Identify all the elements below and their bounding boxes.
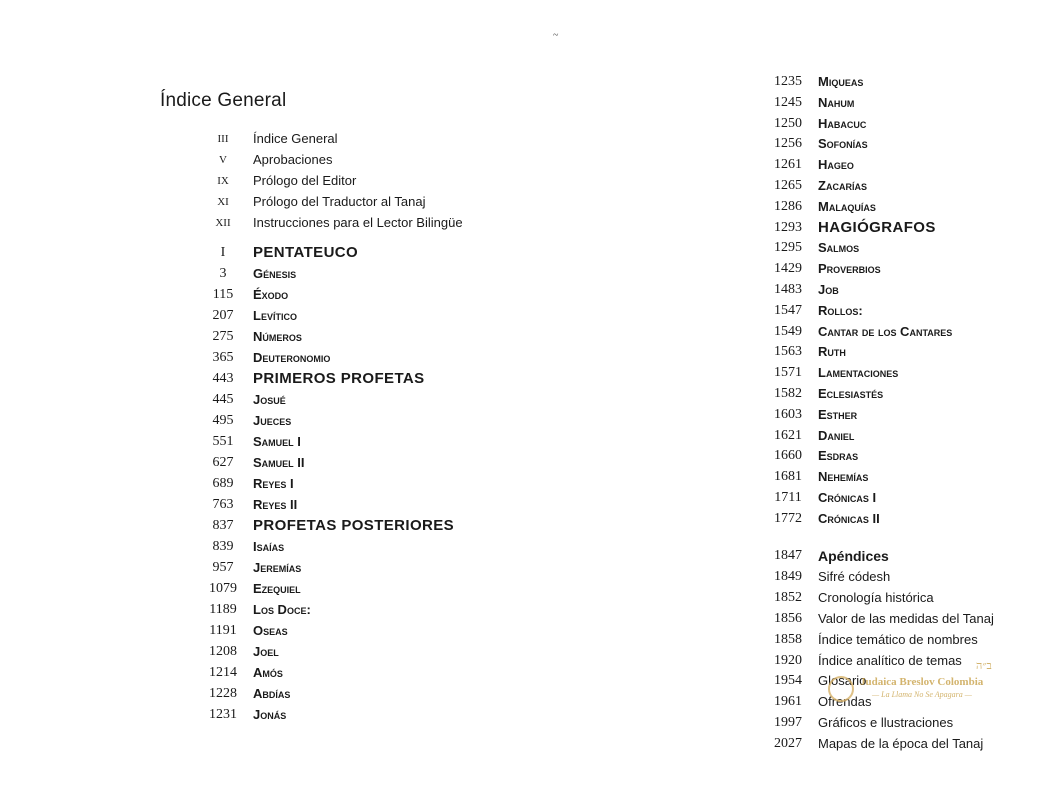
page-number: 443 bbox=[212, 371, 234, 386]
spanish-book-name: Ezequiel bbox=[253, 581, 301, 596]
page-number: 1571 bbox=[774, 365, 802, 381]
entry-title: Prólogo del Editor bbox=[253, 173, 357, 188]
spanish-book-name: Hageo bbox=[818, 157, 854, 173]
page-number: 1961 bbox=[774, 694, 802, 710]
spanish-book-name: Reyes I bbox=[253, 476, 294, 491]
page-number: 2027 bbox=[774, 736, 802, 752]
entry-title: Índice General bbox=[253, 131, 338, 146]
entry-title: Índice analítico de temas bbox=[818, 652, 962, 668]
page-number: 1681 bbox=[774, 469, 802, 485]
spanish-book-name: HAGIÓGRAFOS bbox=[818, 218, 936, 236]
entry-title: Sifré códesh bbox=[818, 568, 891, 584]
page-number: 1997 bbox=[774, 715, 802, 731]
spanish-book-name: Zacarías bbox=[818, 178, 867, 193]
page-number: 1856 bbox=[774, 610, 802, 626]
spanish-book-name: Isaías bbox=[253, 539, 285, 554]
page-number: 1852 bbox=[774, 589, 802, 605]
spanish-book-name: Jueces bbox=[253, 413, 292, 428]
watermark-hebrew: ב״ה bbox=[976, 660, 992, 672]
watermark-emblem-icon bbox=[828, 676, 854, 702]
page-number: 1920 bbox=[774, 652, 802, 668]
entry-title: Instrucciones para el Lector Bilingüe bbox=[253, 215, 463, 230]
page-number: 1235 bbox=[774, 74, 802, 89]
page-number: 1265 bbox=[774, 178, 802, 193]
page-number: 1245 bbox=[774, 94, 802, 110]
spanish-book-name: Malaquías bbox=[818, 198, 876, 214]
page-number: 1954 bbox=[774, 673, 802, 689]
page-number: 1603 bbox=[774, 406, 802, 422]
page-number: 689 bbox=[212, 476, 234, 491]
spanish-book-name: Salmos bbox=[818, 240, 860, 256]
page-number: 1660 bbox=[774, 448, 802, 464]
watermark-name: Judaica Breslov Colombia bbox=[860, 676, 984, 688]
spanish-book-name: Joel bbox=[253, 644, 279, 659]
spanish-book-name: Ruth bbox=[818, 344, 846, 360]
spanish-book-name: Crónicas II bbox=[818, 510, 880, 526]
entry-title: Índice temático de nombres bbox=[818, 631, 978, 647]
spanish-book-name: Cantar de los Cantares bbox=[818, 323, 953, 339]
page-number: 839 bbox=[212, 539, 234, 554]
spanish-book-name: Génesis bbox=[253, 266, 297, 281]
spanish-book-name: Jeremías bbox=[253, 560, 302, 575]
entry-title: Aprobaciones bbox=[253, 152, 333, 167]
page-number: 1429 bbox=[774, 261, 802, 277]
spanish-book-name: PENTATEUCO bbox=[253, 244, 359, 261]
watermark-tagline: — La Llama No Se Apagara — bbox=[872, 690, 972, 699]
entry-title: Glosario bbox=[818, 673, 867, 689]
entry-title: Ofrendas bbox=[818, 694, 872, 710]
page-number: 763 bbox=[212, 497, 234, 512]
spanish-book-name: PRIMEROS PROFETAS bbox=[253, 370, 425, 387]
spanish-book-name: Los Doce: bbox=[253, 602, 311, 617]
spanish-book-name: Job bbox=[818, 282, 839, 297]
page-number: I bbox=[220, 245, 226, 260]
spanish-book-name: Proverbios bbox=[818, 261, 881, 277]
spanish-book-name: Números bbox=[253, 329, 302, 344]
spanish-book-name: Samuel I bbox=[253, 434, 301, 449]
spanish-book-name: Lamentaciones bbox=[818, 365, 899, 381]
spanish-book-name: Levítico bbox=[253, 308, 297, 323]
page-number: 445 bbox=[212, 392, 234, 407]
page-number: 1772 bbox=[774, 510, 802, 526]
page-number: 1547 bbox=[774, 302, 802, 318]
page-number: XII bbox=[215, 217, 231, 229]
page-number: 1621 bbox=[774, 427, 802, 443]
page-number: 1079 bbox=[209, 581, 237, 596]
page-number: 1549 bbox=[774, 323, 802, 339]
page-number: 837 bbox=[212, 518, 234, 533]
spanish-book-name: Éxodo bbox=[253, 287, 289, 302]
spanish-book-name: Reyes II bbox=[253, 497, 298, 512]
entry-title: Gráficos e llustraciones bbox=[818, 715, 954, 731]
page-number: 1483 bbox=[774, 282, 802, 297]
watermark-logo bbox=[828, 658, 1018, 704]
spanish-book-name: Crónicas I bbox=[818, 490, 877, 505]
entry-title: Prólogo del Traductor al Tanaj bbox=[253, 194, 426, 209]
spanish-book-name: Habacuc bbox=[818, 115, 867, 131]
page-title: Índice General bbox=[160, 90, 287, 111]
page-number: 1231 bbox=[209, 707, 237, 722]
page-number: 1191 bbox=[209, 623, 237, 638]
page-number: 365 bbox=[212, 350, 234, 365]
top-mark: ~ bbox=[553, 30, 559, 41]
spanish-book-name: Samuel II bbox=[253, 455, 305, 470]
spanish-book-name: Nahum bbox=[818, 94, 855, 110]
entry-title: Apéndices bbox=[818, 548, 889, 564]
entry-title: Cronología histórica bbox=[818, 589, 934, 605]
page-number: 1293 bbox=[774, 219, 802, 235]
spanish-book-name: Jonás bbox=[253, 707, 287, 722]
spanish-book-name: Sofonías bbox=[818, 136, 868, 152]
page-number: 1286 bbox=[774, 198, 802, 214]
spanish-book-name: Nehemías bbox=[818, 469, 869, 485]
entry-title: Valor de las medidas del Tanaj bbox=[818, 610, 994, 626]
spanish-book-name: Oseas bbox=[253, 623, 288, 638]
spanish-book-name: Abdías bbox=[253, 686, 291, 701]
page-number: 1847 bbox=[774, 548, 802, 563]
spanish-book-name: Deuteronomio bbox=[253, 350, 331, 365]
page-number: 627 bbox=[212, 455, 234, 470]
page-number: 551 bbox=[212, 434, 234, 449]
spanish-book-name: Esdras bbox=[818, 448, 859, 464]
page-number: 115 bbox=[212, 287, 234, 302]
page-number: 1261 bbox=[774, 157, 802, 173]
spanish-book-name: Josué bbox=[253, 392, 286, 407]
page-number: 1250 bbox=[774, 115, 802, 131]
page-number: IX bbox=[217, 175, 229, 187]
entry-title: Mapas de la época del Tanaj bbox=[818, 736, 984, 752]
spanish-book-name: Daniel bbox=[818, 427, 855, 443]
page-number: 3 bbox=[219, 266, 227, 281]
spanish-book-name: Eclesiastés bbox=[818, 386, 884, 401]
spanish-book-name: Amós bbox=[253, 665, 283, 680]
page-number: 1189 bbox=[209, 602, 237, 617]
spanish-book-name: PROFETAS POSTERIORES bbox=[253, 517, 455, 534]
page-number: 1228 bbox=[209, 686, 237, 701]
page-number: 1582 bbox=[774, 386, 802, 401]
spanish-book-name: Rollos: bbox=[818, 302, 863, 318]
page-number: XI bbox=[217, 196, 229, 208]
page-number: 1256 bbox=[774, 136, 802, 152]
spanish-book-name: Miqueas bbox=[818, 74, 864, 89]
page-number: 1295 bbox=[774, 240, 802, 256]
page-number: 1214 bbox=[209, 665, 237, 680]
page-number: 1849 bbox=[774, 568, 802, 584]
page-number: 1208 bbox=[209, 644, 237, 659]
spanish-book-name: Esther bbox=[818, 406, 858, 422]
page-number: 957 bbox=[212, 560, 234, 575]
page-number: III bbox=[217, 133, 229, 145]
page-number: 207 bbox=[212, 308, 234, 323]
page-number: 1858 bbox=[774, 631, 802, 647]
page-number: 275 bbox=[212, 329, 234, 344]
page-number: 1711 bbox=[774, 490, 802, 505]
page-number: 1563 bbox=[774, 344, 802, 360]
page-number: 495 bbox=[212, 413, 234, 428]
page-number: V bbox=[219, 154, 227, 166]
